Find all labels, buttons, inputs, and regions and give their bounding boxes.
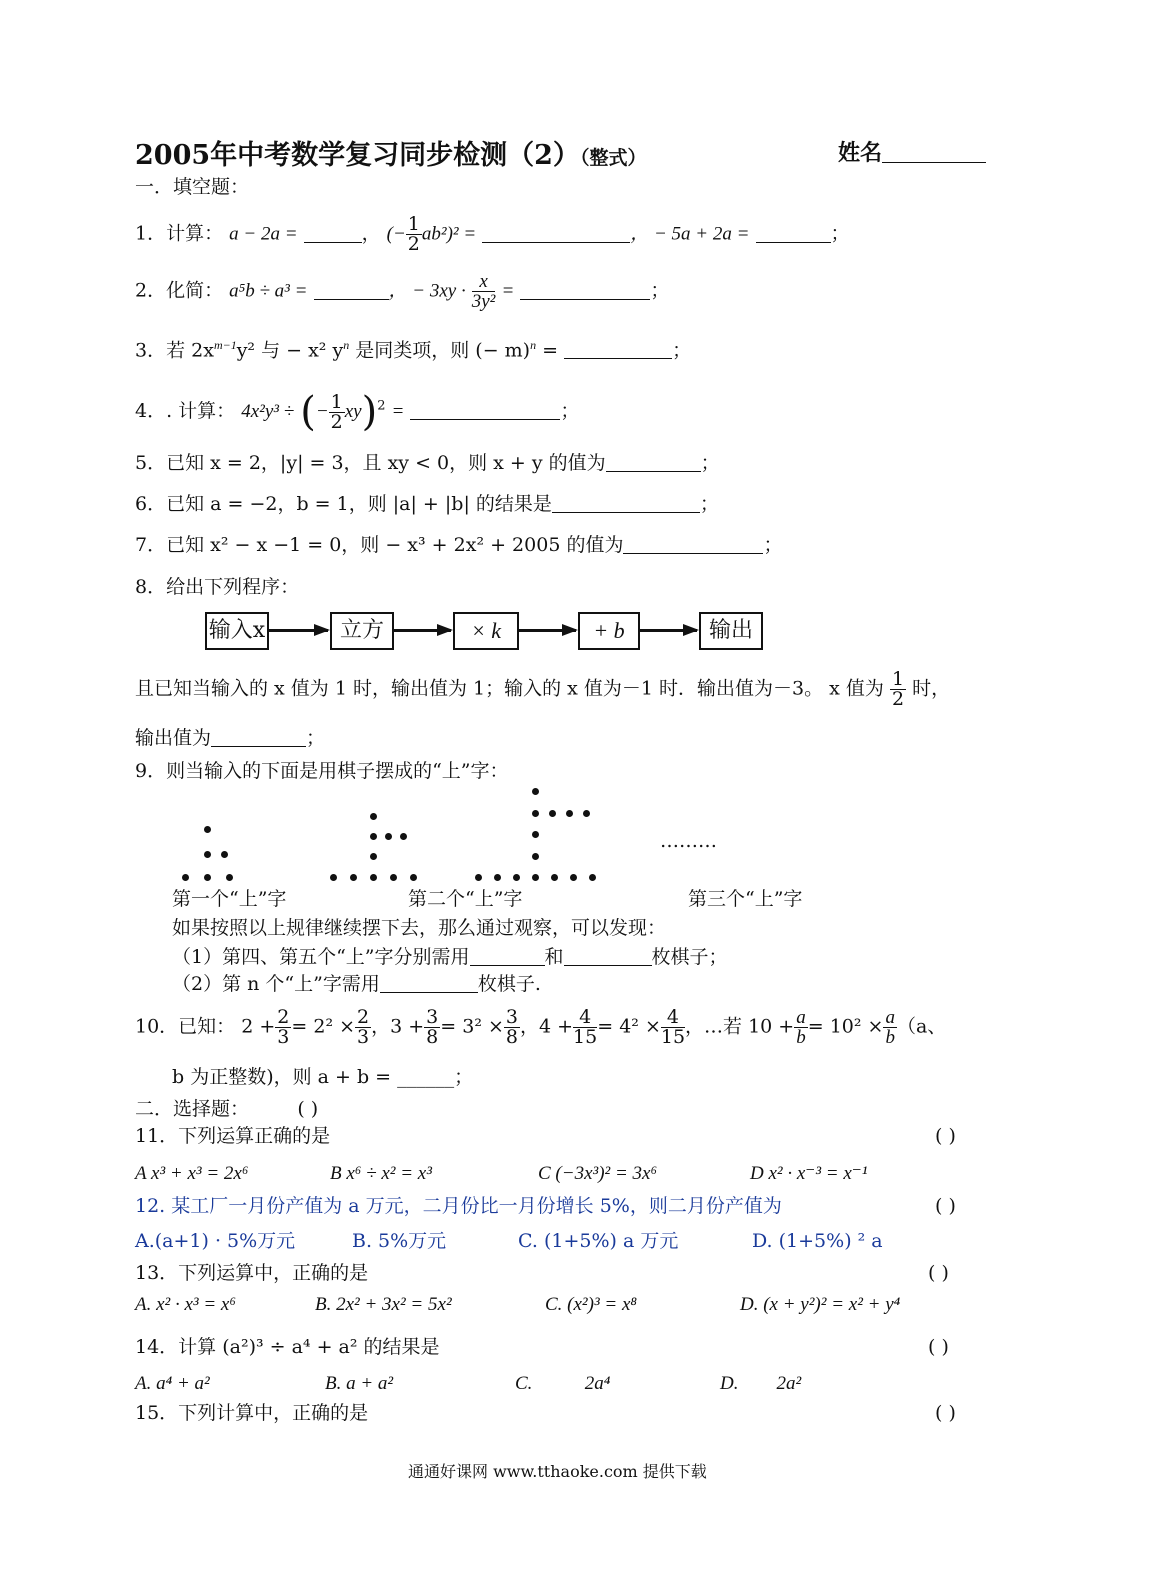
q1-part2a: (− — [386, 223, 406, 245]
q4-fraction: $\frac{1}{2}$ — [330, 390, 343, 433]
name-label: 姓名 — [838, 140, 883, 166]
q13-stem: 13．下列运算中，正确的是 — [135, 1262, 369, 1284]
question-5 — [135, 452, 720, 475]
chess-piece — [204, 874, 211, 881]
q1-fraction: $\frac{1}{2}$ — [407, 213, 420, 255]
chess-piece — [221, 851, 228, 858]
chess-piece — [566, 810, 573, 817]
q2-blank1[interactable] — [314, 280, 389, 300]
question-1: 1．计算： a − 2a = ， (− $\frac{1}{2}$ ab²)² = ， − 5a + 2a = ； — [135, 213, 850, 255]
q4-part2: = — [391, 401, 405, 422]
chess-piece — [182, 874, 189, 881]
q1-part1: a − 2a = — [229, 223, 298, 245]
q11-stem: 11．下列运算正确的是 — [135, 1125, 331, 1147]
q13-option-c[interactable]: C. (x²)³ = x⁸ — [545, 1294, 638, 1315]
question-2 — [135, 272, 669, 311]
figure-label-2: 第二个“上”字 — [408, 888, 523, 910]
chess-piece — [532, 853, 539, 860]
question-10: 10．已知： 2 + $\frac{2}{3}$ = 2² × $\frac{2}{3}$ ，3 + $\frac{3}{8}$ = 3² × $\frac{3}{8}$ ，4 + $\frac{4}{15}$ = 4² × $\frac{4}{15}$ ，…若 10 + $\frac{a}{b}$ = 10² × $\frac{a}{b}$ （a、 — [135, 1006, 947, 1048]
q9-sub1-a: （1）第四、第五个“上”字分别需用 — [172, 946, 470, 968]
q8-output-line — [135, 727, 325, 750]
chess-piece — [370, 833, 377, 840]
q7-end: ； — [763, 534, 783, 556]
flow-box-input: 输入x — [205, 612, 269, 650]
q8-blank[interactable] — [211, 727, 306, 747]
q14-option-b[interactable]: B. a + a² — [325, 1373, 394, 1394]
question-4: 4．. 计算： 4x²y³ ÷ (− $\frac{1}{2}$ xy)$^2$ = ； — [135, 389, 580, 435]
q8-line1: 且已知当输入的 x 值为 1 时，输出值为 1；输入的 x 值为－1 时．输出值为－3。 x 值为 — [135, 677, 884, 700]
q2-fraction: $\frac{x}{\text{3y²}}$ — [471, 271, 496, 312]
chess-piece — [494, 874, 501, 881]
q9-sub1 — [172, 946, 728, 969]
q9-sub1-c: 枚棋子； — [651, 946, 728, 968]
q14-option-c[interactable]: C. 2a⁴ — [515, 1373, 611, 1394]
section2-heading — [135, 1098, 318, 1121]
q1-part2b: ab²)² = — [421, 223, 477, 245]
section1-heading: 一．填空题： — [135, 176, 250, 198]
page-footer: 通通好课网 www.tthaoke.com 提供下载 — [408, 1462, 707, 1481]
chess-piece — [370, 853, 377, 860]
q12-option-b[interactable]: B. 5%万元 — [352, 1230, 447, 1252]
q10-prefix: 10．已知： — [135, 1015, 236, 1038]
chess-piece — [583, 810, 590, 817]
q13-answer-paren[interactable]: ( ) — [928, 1262, 949, 1284]
q11-option-a[interactable]: A x³ + x³ = 2x⁶ — [135, 1163, 249, 1184]
q6-blank[interactable] — [552, 493, 700, 513]
q2-part1: a⁵b ÷ a³ = — [229, 280, 308, 302]
q3-sup3: n — [530, 338, 537, 352]
q5-blank[interactable] — [606, 452, 701, 472]
flow-box-times-k: × k — [453, 612, 519, 650]
chess-piece — [532, 788, 539, 795]
q2-end: ； — [650, 279, 670, 302]
q11-option-d[interactable]: D x² · x⁻³ = x⁻¹ — [750, 1163, 868, 1184]
q4-part1: 4x²y³ ÷ — [241, 401, 295, 422]
title-suffix: （整式） — [579, 147, 647, 169]
q8-fraction: $\frac{1}{2}$ — [891, 668, 905, 710]
chess-piece — [350, 874, 357, 881]
question-8: 8．给出下列程序： — [135, 576, 300, 598]
q14-stem: 14．计算 (a²)³ ÷ a⁴ + a² 的结果是 — [135, 1336, 440, 1358]
q3-end: ； — [672, 339, 692, 362]
q12-stem: 12. 某工厂一月份产值为 a 万元，二月份比一月份增长 5%，则二月份产值为 — [135, 1195, 782, 1217]
q4-paren-close: ) — [361, 389, 378, 435]
name-field — [838, 140, 986, 166]
q8-line1-end: 时， — [912, 677, 951, 700]
q3-text3: 是同类项，则 (− m) — [349, 339, 531, 362]
q8-line2-end: ； — [306, 727, 326, 749]
flow-box-output: 输出 — [699, 612, 763, 650]
chess-piece — [370, 874, 377, 881]
q2-part2: ， − 3xy · — [388, 280, 466, 302]
q2-blank2[interactable] — [520, 280, 650, 300]
page-title — [135, 140, 646, 172]
chess-piece — [370, 813, 377, 820]
q15-stem: 15．下列计算中，正确的是 — [135, 1402, 369, 1424]
figure-label-1: 第一个“上”字 — [172, 888, 287, 910]
figure-ellipsis: ……… — [660, 830, 717, 852]
figure-label-3: 第三个“上”字 — [688, 888, 803, 910]
q4-paren-open: ( — [300, 389, 316, 435]
question-9: 9．则当输入的下面是用棋子摆成的“上”字： — [135, 760, 509, 782]
q14-option-d[interactable]: D. 2a² — [720, 1373, 802, 1394]
q13-option-d[interactable]: D. (x + y²)² = x² + y⁴ — [740, 1294, 901, 1315]
q9-sub1-b: 和 — [544, 946, 564, 968]
q2-part3: = — [501, 280, 515, 302]
q7-blank[interactable] — [623, 534, 763, 554]
q9-sub2-a: （2）第 n 个“上”字需用 — [172, 973, 380, 995]
q7-text: 7．已知 x² − x −1 = 0，则 − x³ + 2x² + 2005 的值为 — [135, 534, 624, 556]
flow-arrow-4 — [639, 629, 697, 632]
q4-prefix: 4．. 计算： — [135, 400, 236, 422]
q5-end: ； — [700, 452, 720, 474]
chess-piece — [204, 826, 211, 833]
flow-arrow-1 — [268, 629, 328, 632]
chess-piece — [204, 851, 211, 858]
chess-piece — [532, 874, 539, 881]
q9-blank3[interactable] — [380, 973, 478, 993]
q2-prefix: 2．化简： — [135, 279, 224, 302]
q5-text: 5．已知 x = 2，|y| = 3，且 xy < 0，则 x + y 的值为 — [135, 452, 606, 474]
q1-blank2[interactable] — [482, 223, 630, 243]
q10-line2: b 为正整数)，则 a + b = ______； — [172, 1066, 474, 1088]
flow-arrow-2 — [393, 629, 451, 632]
q9-sub2 — [172, 973, 541, 996]
q11-answer-paren[interactable]: ( ) — [935, 1125, 956, 1147]
q4-blank[interactable] — [410, 400, 560, 420]
q6-text: 6．已知 a = −2，b = 1，则 |a| + |b| 的结果是 — [135, 493, 552, 515]
flow-arrow-3 — [518, 629, 576, 632]
section2-heading-text: 二．选择题： — [135, 1098, 250, 1120]
q1-blank1[interactable] — [304, 223, 362, 243]
title-main: 2005年中考数学复习同步检测（2） — [135, 140, 580, 171]
q3-text4: = — [536, 339, 559, 362]
q3-blank[interactable] — [564, 339, 672, 359]
chess-piece — [570, 874, 577, 881]
q1-part3: ， − 5a + 2a = — [630, 223, 750, 245]
q9-observe: 如果按照以上规律继续摆下去，那么通过观察，可以发现： — [172, 917, 667, 939]
q6-end: ； — [699, 493, 719, 515]
q12-option-d[interactable]: D. (1+5%) ² a — [752, 1230, 883, 1252]
q1-prefix: 1．计算： — [135, 222, 224, 245]
q3-text1: 3．若 2x — [135, 339, 214, 362]
section2-paren: ( ) — [297, 1098, 319, 1120]
chess-piece — [226, 874, 233, 881]
q12-option-a[interactable]: A.(a+1) · 5%万元 — [135, 1230, 296, 1252]
q9-blank1[interactable] — [470, 946, 545, 966]
chess-piece — [410, 874, 417, 881]
question-7 — [135, 534, 782, 557]
q3-sup1: m−1 — [213, 338, 237, 352]
chess-piece — [549, 810, 556, 817]
chess-piece — [589, 874, 596, 881]
q3-text2: y² 与 − x² y — [236, 339, 344, 362]
flow-box-cube: 立方 — [330, 612, 394, 650]
chess-piece — [532, 810, 539, 817]
q13-option-b[interactable]: B. 2x² + 3x² = 5x² — [315, 1294, 452, 1315]
q9-sub2-b: 枚棋子. — [477, 973, 541, 995]
q9-blank2[interactable] — [564, 946, 652, 966]
q11-option-c[interactable]: C (−3x³)² = 3x⁶ — [538, 1163, 658, 1184]
q13-option-a[interactable]: A. x² · x³ = x⁶ — [135, 1294, 236, 1315]
q12-answer-paren[interactable]: ( ) — [935, 1195, 956, 1217]
q11-option-b[interactable]: B x⁶ ÷ x² = x³ — [330, 1163, 432, 1184]
q14-answer-paren[interactable]: ( ) — [928, 1336, 949, 1358]
chess-piece — [551, 874, 558, 881]
chess-piece — [400, 833, 407, 840]
q1-blank3[interactable] — [756, 223, 831, 243]
q15-answer-paren[interactable]: ( ) — [935, 1402, 956, 1424]
chess-piece — [532, 831, 539, 838]
q1-end: ； — [830, 222, 850, 245]
q3-sup2: n — [343, 338, 350, 352]
q8-line2: 输出值为 — [135, 727, 212, 749]
name-blank[interactable] — [882, 140, 986, 163]
question-6 — [135, 493, 719, 516]
q8-condition-line — [135, 670, 950, 709]
q4-inner: xy — [344, 401, 362, 422]
q4-end: ； — [560, 400, 580, 422]
chess-piece — [390, 874, 397, 881]
chess-piece — [330, 874, 337, 881]
q14-option-a[interactable]: A. a⁴ + a² — [135, 1373, 210, 1394]
chess-piece — [513, 874, 520, 881]
q12-option-c[interactable]: C. (1+5%) a 万元 — [518, 1230, 679, 1252]
question-3 — [135, 338, 691, 362]
q10-tail: （a、 — [896, 1015, 947, 1038]
chess-piece — [385, 833, 392, 840]
chess-piece — [475, 874, 482, 881]
flow-box-plus-b: + b — [578, 612, 640, 650]
